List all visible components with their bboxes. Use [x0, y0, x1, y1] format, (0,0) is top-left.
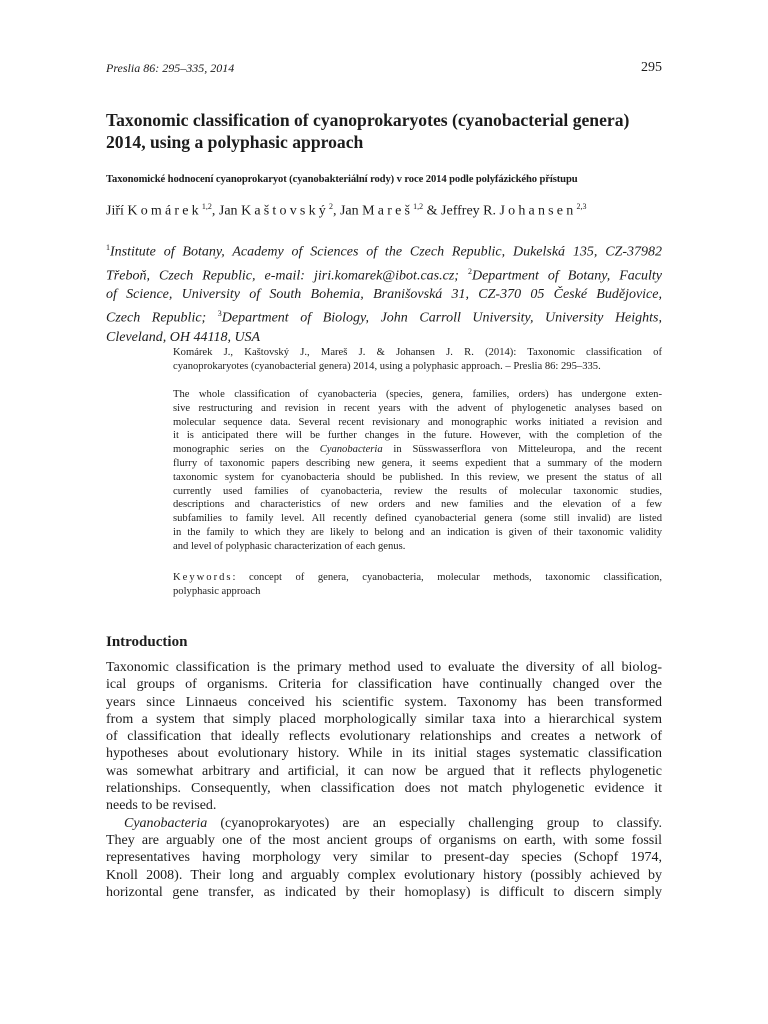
affiliation-text: Třeboň, Czech Republic, e-mail: jiri.komarek@ibot.cas.cz; — [106, 268, 468, 284]
affiliation-line: of Science, University of South Bohemia, Branišovská 31, CZ-370 05 České Budějovice, — [106, 287, 662, 303]
keywords-text: : concept of genera, cyanobacteria, molecular methods, taxonomic classification, — [232, 572, 662, 583]
citation-line: cyanoprokaryotes (cyanobacterial genera) 2014, using a polyphasic approach. – Preslia 86: 295–335. — [173, 360, 601, 372]
author-first-name: Jiří — [106, 203, 128, 219]
body-line: representatives having morphology very similar to present-day species (Schopf 1974, — [106, 850, 662, 866]
body-text: (cyanoprokaryotes) are an especially challenging group to classify. — [207, 815, 662, 831]
keywords-label: Keywords — [173, 572, 233, 583]
affiliation-text: Department of Botany, Faculty — [471, 268, 662, 284]
page-number: 295 — [641, 60, 662, 75]
title-line: 2014, using a polyphasic approach — [106, 132, 364, 152]
taxon-name: Cyanobacteria — [319, 444, 383, 456]
abstract-line: molecular sequence data. Several recent revisionary and monographic works initiated a revision and — [173, 416, 662, 428]
body-line: hypotheses about evolutionary history. While in its initial stages systematic classification — [106, 746, 662, 762]
author-separator: , Jan — [332, 203, 363, 219]
author-surname: Johansen — [499, 203, 577, 219]
body-line: Taxonomic classification is the primary method used to evaluate the diversity of all biolog- — [106, 660, 662, 675]
affiliation-text: Department of Biology, John Carroll University, University Heights, — [221, 310, 662, 326]
title-line: Taxonomic classification of cyanoprokaryotes (cyanobacterial genera) — [106, 110, 630, 130]
abstract-line: sive restructuring and revision in recent years with the advent of phylogenetic analyses based on — [173, 402, 662, 414]
body-line: from a system that simply placed morphologically similar taxa into a hierarchical system — [106, 711, 662, 727]
author-surname: Mareš — [362, 203, 414, 219]
affiliation-marker: 1 — [106, 243, 110, 252]
abstract-line: flurry of taxonomic papers describing new genera, it seems expedient that a summary of the modern — [173, 457, 662, 469]
affiliation-text: Czech Republic; — [106, 310, 218, 326]
abstract-line: descriptions and characteristics of new orders and new families and the elevation of a few — [173, 499, 662, 511]
body-line: relationships. Consequently, when classification does not match phylogenetic evidence it — [106, 781, 662, 797]
abstract-line: The whole classification of cyanobacteria (species, genera, families, orders) has undergone exten- — [173, 389, 662, 400]
abstract-line: and level of polyphasic characterization of each genus. — [173, 540, 406, 552]
czech-title: Taxonomické hodnocení cyanoprokaryot (cyanobakteriální rody) v roce 2014 podle polyfázického přístupu — [106, 174, 578, 185]
author-separator: , Jan — [211, 203, 242, 219]
abstract-line: currently used families of cyanobacteria, review the results of molecular taxonomic studies, — [173, 485, 662, 497]
body-line: of classification that ideally reflects evolutionary relationships and creates a network of — [106, 729, 662, 745]
taxon-name: Cyanobacteria — [124, 815, 208, 831]
keywords — [173, 571, 662, 599]
abstract-line: subfamilies to family level. All recently defined cyanobacterial genera (some still invalid) are listed — [173, 513, 662, 525]
abstract-line: it is anticipated there will be further changes in the future. However, with the completion of the — [173, 430, 662, 442]
abstract-line — [173, 443, 662, 457]
affiliation-marker: 2 — [467, 266, 472, 276]
body-line: horizontal gene transfer, as indicated by their homoplasy) is difficult to discern simply — [106, 884, 662, 900]
abstract-line: taxonomic system for cyanobacteria should be published. In this review, we present the status of all — [173, 471, 662, 483]
introduction-body — [106, 659, 662, 901]
author-separator: & Jeffrey R. — [423, 203, 500, 219]
keywords-line — [173, 571, 662, 585]
affiliation-marker: 1,2 — [413, 202, 424, 211]
body-line: They are arguably one of the most ancient groups of organisms on earth, with some fossil — [106, 832, 662, 848]
body-line: needs to be revised. — [106, 798, 217, 814]
abstract-text: monographic series on the — [173, 444, 320, 456]
affiliation-marker: 2,3 — [576, 202, 587, 211]
article-title — [106, 109, 666, 153]
citation — [173, 346, 662, 374]
abstract — [173, 388, 662, 554]
affiliation-line — [106, 304, 662, 328]
section-heading: Introduction — [106, 634, 188, 650]
affiliation-marker: 1,2 — [201, 202, 212, 211]
affiliation-line: Cleveland, OH 44118, USA — [106, 329, 261, 345]
keywords-line: polyphasic approach — [173, 585, 261, 597]
affiliation-line — [106, 238, 662, 262]
body-line: years since Linnaeus conceived his scientific system. Taxonomy has been transformed — [106, 694, 662, 710]
affiliation-text: Institute of Botany, Academy of Sciences of the Czech Republic, Dukelská 135, CZ-37982 — [110, 244, 662, 260]
body-line — [106, 815, 662, 832]
citation-line: Komárek J., Kaštovský J., Mareš J. & Johansen J. R. (2014): Taxonomic classification of — [173, 347, 662, 358]
affiliation-marker: 2 — [328, 202, 333, 211]
abstract-line: in the family to which they are likely to belong and an indication is given of their taxonomic validity — [173, 526, 662, 538]
affiliation-marker: 3 — [217, 309, 222, 319]
running-head: Preslia 86: 295–335, 2014 — [106, 61, 235, 75]
body-line: ical groups of organisms. Criteria for classification have continually changed over the — [106, 677, 662, 693]
abstract-text: in Süsswasserflora von Mitteleuropa, and the recent — [382, 444, 662, 456]
body-line: Knoll 2008). Their long and arguably complex evolutionary history (possibly achieved by — [106, 867, 662, 883]
author-surname: Komárek — [127, 203, 202, 219]
author-surname: Kaštovský — [241, 203, 329, 219]
affiliations — [106, 238, 662, 347]
author-list — [106, 202, 666, 220]
body-line: was somewhat arbitrary and artificial, it can now be argued that it reflects phylogenetic — [106, 763, 662, 779]
affiliation-line — [106, 262, 662, 286]
